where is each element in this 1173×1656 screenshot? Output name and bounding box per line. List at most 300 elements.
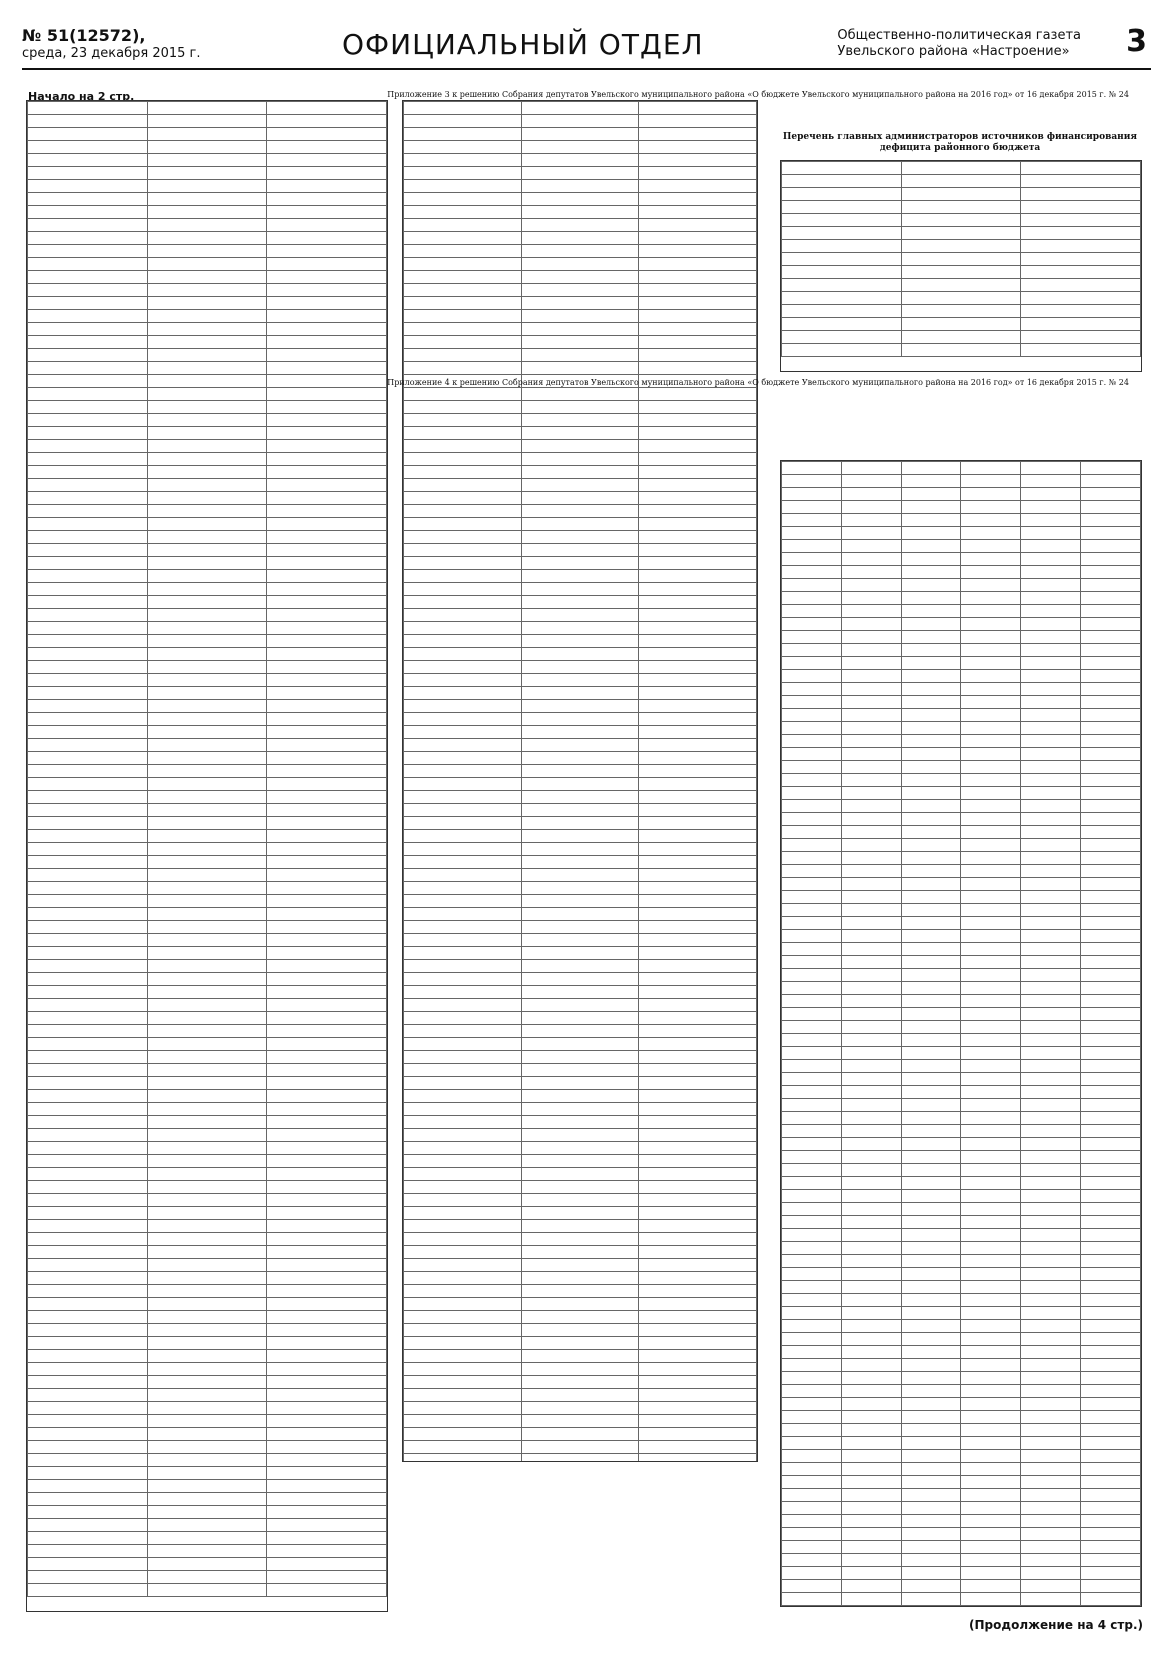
table-row bbox=[28, 440, 387, 453]
table-row bbox=[404, 687, 757, 700]
table-row bbox=[404, 232, 757, 245]
table-row bbox=[782, 1060, 1141, 1073]
table-row bbox=[404, 154, 757, 167]
table-row bbox=[28, 219, 387, 232]
table-row bbox=[782, 1528, 1141, 1541]
table-row bbox=[28, 921, 387, 934]
table-row bbox=[28, 1116, 387, 1129]
appendix-3-title: Перечень главных администраторов источников финансирования дефицита районного бюджета bbox=[782, 132, 1138, 153]
table-row bbox=[404, 947, 757, 960]
table-row bbox=[28, 349, 387, 362]
table-row bbox=[404, 336, 757, 349]
table-row bbox=[782, 826, 1141, 839]
table-row bbox=[404, 1441, 757, 1454]
table-row bbox=[404, 622, 757, 635]
table-row bbox=[28, 297, 387, 310]
table-row bbox=[782, 722, 1141, 735]
table-row bbox=[28, 115, 387, 128]
table-row bbox=[28, 1220, 387, 1233]
table-row bbox=[782, 331, 1141, 344]
table-row bbox=[404, 245, 757, 258]
table-row bbox=[28, 232, 387, 245]
table-row bbox=[404, 778, 757, 791]
table-row bbox=[28, 362, 387, 375]
table-row bbox=[404, 1090, 757, 1103]
table-row bbox=[28, 414, 387, 427]
table-row bbox=[28, 1064, 387, 1077]
table-row bbox=[782, 292, 1141, 305]
table-row bbox=[782, 813, 1141, 826]
table-row bbox=[404, 1129, 757, 1142]
table-row bbox=[28, 1571, 387, 1584]
table-row bbox=[404, 1194, 757, 1207]
table-row bbox=[28, 128, 387, 141]
table-row bbox=[28, 1025, 387, 1038]
table-row bbox=[28, 1480, 387, 1493]
table-row bbox=[28, 258, 387, 271]
table-row bbox=[782, 514, 1141, 527]
table-row bbox=[782, 1554, 1141, 1567]
table-row bbox=[28, 934, 387, 947]
table-row bbox=[28, 609, 387, 622]
table-row bbox=[782, 501, 1141, 514]
table-row bbox=[404, 1272, 757, 1285]
table-row bbox=[28, 1376, 387, 1389]
table-row bbox=[782, 266, 1141, 279]
table-row bbox=[404, 635, 757, 648]
table-row bbox=[782, 1229, 1141, 1242]
table-row bbox=[28, 1038, 387, 1051]
table-row bbox=[404, 531, 757, 544]
table-row bbox=[782, 930, 1141, 943]
table-row bbox=[28, 687, 387, 700]
table-row bbox=[28, 453, 387, 466]
table-row bbox=[28, 492, 387, 505]
table-row bbox=[28, 310, 387, 323]
table-row bbox=[28, 765, 387, 778]
table-row bbox=[404, 310, 757, 323]
table-row bbox=[28, 271, 387, 284]
table-row bbox=[782, 553, 1141, 566]
table-row bbox=[404, 1012, 757, 1025]
table-row bbox=[28, 284, 387, 297]
table-row bbox=[404, 466, 757, 479]
table-row bbox=[28, 401, 387, 414]
table-row bbox=[404, 752, 757, 765]
table-row bbox=[404, 1376, 757, 1389]
table-row bbox=[404, 869, 757, 882]
table-row bbox=[782, 1281, 1141, 1294]
table-row bbox=[782, 201, 1141, 214]
table-row bbox=[28, 1506, 387, 1519]
table-row bbox=[782, 1346, 1141, 1359]
table-row bbox=[782, 162, 1141, 175]
table-row bbox=[404, 1285, 757, 1298]
table-row bbox=[782, 1593, 1141, 1606]
table-row bbox=[782, 1307, 1141, 1320]
table-row bbox=[782, 527, 1141, 540]
table-row bbox=[404, 1168, 757, 1181]
table-row bbox=[404, 323, 757, 336]
table-row bbox=[782, 1359, 1141, 1372]
table-row bbox=[404, 1051, 757, 1064]
table-row bbox=[28, 479, 387, 492]
table-row bbox=[28, 622, 387, 635]
table-row bbox=[28, 193, 387, 206]
table-row bbox=[782, 748, 1141, 761]
table-row bbox=[404, 193, 757, 206]
table-row bbox=[782, 696, 1141, 709]
table-row bbox=[404, 180, 757, 193]
table-row bbox=[404, 713, 757, 726]
page-number: 3 bbox=[1126, 24, 1147, 59]
table-row bbox=[28, 1051, 387, 1064]
table-row bbox=[404, 1246, 757, 1259]
table-row bbox=[404, 1454, 757, 1463]
table-row bbox=[28, 1142, 387, 1155]
table-row bbox=[782, 982, 1141, 995]
table-row bbox=[28, 531, 387, 544]
table-row bbox=[404, 518, 757, 531]
table-row bbox=[28, 791, 387, 804]
table-row bbox=[782, 657, 1141, 670]
table-row bbox=[28, 167, 387, 180]
table-row bbox=[28, 1259, 387, 1272]
table-row bbox=[782, 1372, 1141, 1385]
table-row bbox=[28, 869, 387, 882]
table-row bbox=[404, 921, 757, 934]
table-row bbox=[28, 700, 387, 713]
table-row bbox=[782, 1047, 1141, 1060]
table-row bbox=[28, 752, 387, 765]
appendix-3-heading: Приложение 3 к решению Собрания депутатов Увельского муниципального района «О бюджете Увельского муниципального района на 2016 год» от 16 декабря 2015 г. № 24 bbox=[387, 90, 1129, 99]
table-row bbox=[782, 227, 1141, 240]
table-row bbox=[782, 995, 1141, 1008]
table-row bbox=[782, 240, 1141, 253]
table-row bbox=[404, 1025, 757, 1038]
table-row bbox=[28, 206, 387, 219]
table-row bbox=[28, 713, 387, 726]
table-row bbox=[28, 843, 387, 856]
table-row bbox=[28, 1467, 387, 1480]
table-row bbox=[28, 947, 387, 960]
table-row bbox=[404, 557, 757, 570]
table-row bbox=[28, 661, 387, 674]
table-row bbox=[782, 566, 1141, 579]
table-row bbox=[404, 648, 757, 661]
table-row bbox=[404, 1259, 757, 1272]
table-row bbox=[28, 1441, 387, 1454]
table-row bbox=[782, 1034, 1141, 1047]
table-row bbox=[404, 726, 757, 739]
table-row bbox=[28, 1233, 387, 1246]
table-row bbox=[28, 648, 387, 661]
table-row bbox=[782, 1151, 1141, 1164]
table-row bbox=[28, 1077, 387, 1090]
table-row bbox=[782, 1437, 1141, 1450]
table-row bbox=[782, 475, 1141, 488]
table-row bbox=[782, 709, 1141, 722]
table-row bbox=[28, 596, 387, 609]
table-row bbox=[782, 1242, 1141, 1255]
table-row bbox=[28, 1207, 387, 1220]
table-row bbox=[28, 1337, 387, 1350]
table-row bbox=[782, 592, 1141, 605]
table-row bbox=[404, 505, 757, 518]
table-row bbox=[404, 1363, 757, 1376]
table-row bbox=[404, 349, 757, 362]
table-row bbox=[782, 1190, 1141, 1203]
table-row bbox=[782, 605, 1141, 618]
table-row bbox=[28, 1090, 387, 1103]
table-row bbox=[404, 817, 757, 830]
table-row bbox=[782, 644, 1141, 657]
table-row bbox=[404, 128, 757, 141]
table-row bbox=[404, 440, 757, 453]
table-row bbox=[404, 973, 757, 986]
table-row bbox=[782, 1021, 1141, 1034]
table-row bbox=[782, 1008, 1141, 1021]
table-row bbox=[404, 583, 757, 596]
table-row bbox=[28, 1324, 387, 1337]
table-row bbox=[782, 839, 1141, 852]
table-row bbox=[28, 1155, 387, 1168]
table-row bbox=[28, 817, 387, 830]
table-row bbox=[28, 1012, 387, 1025]
table-row bbox=[782, 969, 1141, 982]
table-row bbox=[782, 1099, 1141, 1112]
table-row bbox=[782, 1515, 1141, 1528]
table-row bbox=[28, 999, 387, 1012]
continued-on-label: (Продолжение на 4 стр.) bbox=[969, 1618, 1143, 1632]
table-row bbox=[28, 1194, 387, 1207]
table-row bbox=[28, 102, 387, 115]
table-row bbox=[28, 1584, 387, 1597]
table-row bbox=[28, 1519, 387, 1532]
table-row bbox=[28, 154, 387, 167]
table-row bbox=[782, 1450, 1141, 1463]
table-row bbox=[404, 1415, 757, 1428]
table-row bbox=[28, 323, 387, 336]
table-row bbox=[404, 765, 757, 778]
table-row bbox=[404, 661, 757, 674]
table-row bbox=[28, 570, 387, 583]
table-row bbox=[782, 800, 1141, 813]
table-row bbox=[782, 943, 1141, 956]
table-row bbox=[404, 934, 757, 947]
table-row bbox=[28, 505, 387, 518]
table-row bbox=[782, 878, 1141, 891]
table-row bbox=[404, 1350, 757, 1363]
table-row bbox=[404, 570, 757, 583]
table-row bbox=[782, 631, 1141, 644]
table-row bbox=[404, 1077, 757, 1090]
budget-allocations-table bbox=[780, 460, 1142, 1607]
table-row bbox=[782, 1073, 1141, 1086]
table-row bbox=[28, 1272, 387, 1285]
table-row bbox=[404, 1038, 757, 1051]
table-row bbox=[28, 427, 387, 440]
table-row bbox=[404, 674, 757, 687]
table-row bbox=[782, 683, 1141, 696]
table-row bbox=[28, 1493, 387, 1506]
table-row bbox=[404, 609, 757, 622]
table-row bbox=[404, 843, 757, 856]
table-row bbox=[28, 583, 387, 596]
table-row bbox=[782, 1489, 1141, 1502]
table-row bbox=[782, 1424, 1141, 1437]
table-row bbox=[782, 670, 1141, 683]
table-row bbox=[404, 830, 757, 843]
table-row bbox=[404, 479, 757, 492]
table-row bbox=[782, 1567, 1141, 1580]
table-row bbox=[404, 1402, 757, 1415]
table-row bbox=[404, 700, 757, 713]
table-row bbox=[782, 579, 1141, 592]
table-row bbox=[404, 986, 757, 999]
table-row bbox=[404, 362, 757, 375]
table-row bbox=[28, 141, 387, 154]
table-row bbox=[782, 214, 1141, 227]
table-row bbox=[28, 804, 387, 817]
table-row bbox=[28, 1168, 387, 1181]
table-row bbox=[28, 1363, 387, 1376]
table-row bbox=[404, 1337, 757, 1350]
table-row bbox=[782, 188, 1141, 201]
table-row bbox=[404, 1324, 757, 1337]
table-row bbox=[28, 1350, 387, 1363]
table-row bbox=[28, 518, 387, 531]
table-row bbox=[28, 245, 387, 258]
table-row bbox=[404, 1064, 757, 1077]
table-row bbox=[404, 167, 757, 180]
table-row bbox=[782, 1476, 1141, 1489]
table-row bbox=[404, 1142, 757, 1155]
table-row bbox=[404, 895, 757, 908]
table-row bbox=[28, 908, 387, 921]
table-row bbox=[28, 856, 387, 869]
table-row bbox=[782, 318, 1141, 331]
table-row bbox=[782, 1216, 1141, 1229]
paper-name: Общественно-политическая газета Увельского района «Настроение» bbox=[837, 28, 1081, 59]
table-row bbox=[782, 904, 1141, 917]
table-row bbox=[782, 540, 1141, 553]
table-row bbox=[404, 1428, 757, 1441]
table-row bbox=[404, 297, 757, 310]
table-row bbox=[782, 865, 1141, 878]
table-row bbox=[782, 1255, 1141, 1268]
table-row bbox=[782, 1294, 1141, 1307]
table-row bbox=[404, 882, 757, 895]
table-row bbox=[782, 1385, 1141, 1398]
table-row bbox=[782, 1177, 1141, 1190]
table-row bbox=[28, 1298, 387, 1311]
table-row bbox=[404, 1389, 757, 1402]
issue-date: среда, 23 декабря 2015 г. bbox=[22, 46, 201, 61]
table-row bbox=[782, 1320, 1141, 1333]
table-row bbox=[404, 908, 757, 921]
table-row bbox=[782, 917, 1141, 930]
income-codes-table-left bbox=[26, 100, 388, 1612]
table-row bbox=[404, 1181, 757, 1194]
table-row bbox=[782, 1541, 1141, 1554]
table-row bbox=[28, 1402, 387, 1415]
table-row bbox=[782, 618, 1141, 631]
table-row bbox=[28, 960, 387, 973]
table-row bbox=[28, 1285, 387, 1298]
table-row bbox=[404, 206, 757, 219]
table-row bbox=[782, 488, 1141, 501]
table-row bbox=[782, 1333, 1141, 1346]
table-row bbox=[28, 544, 387, 557]
table-row bbox=[28, 739, 387, 752]
table-row bbox=[28, 1103, 387, 1116]
table-row bbox=[782, 462, 1141, 475]
table-row bbox=[782, 1411, 1141, 1424]
table-row bbox=[404, 401, 757, 414]
table-row bbox=[404, 388, 757, 401]
table-row bbox=[28, 882, 387, 895]
table-row bbox=[28, 1454, 387, 1467]
table-row bbox=[782, 774, 1141, 787]
table-row bbox=[782, 1398, 1141, 1411]
table-row bbox=[782, 253, 1141, 266]
table-row bbox=[404, 492, 757, 505]
table-row bbox=[782, 735, 1141, 748]
income-codes-table-middle bbox=[402, 100, 758, 1462]
table-row bbox=[404, 258, 757, 271]
table-row bbox=[28, 1545, 387, 1558]
table-row bbox=[404, 804, 757, 817]
table-row bbox=[404, 141, 757, 154]
table-row bbox=[28, 557, 387, 570]
table-row bbox=[404, 1155, 757, 1168]
table-row bbox=[404, 791, 757, 804]
table-row bbox=[28, 1532, 387, 1545]
table-row bbox=[404, 453, 757, 466]
table-row bbox=[782, 761, 1141, 774]
table-row bbox=[782, 1203, 1141, 1216]
table-row bbox=[28, 1428, 387, 1441]
table-row bbox=[404, 115, 757, 128]
table-row bbox=[404, 999, 757, 1012]
table-row bbox=[782, 1086, 1141, 1099]
table-row bbox=[404, 1233, 757, 1246]
table-row bbox=[28, 1129, 387, 1142]
table-row bbox=[404, 596, 757, 609]
table-row bbox=[782, 305, 1141, 318]
table-row bbox=[782, 1164, 1141, 1177]
table-row bbox=[782, 344, 1141, 357]
table-row bbox=[28, 388, 387, 401]
table-row bbox=[404, 414, 757, 427]
table-row bbox=[28, 1311, 387, 1324]
table-row bbox=[404, 271, 757, 284]
table-row bbox=[404, 427, 757, 440]
table-row bbox=[782, 852, 1141, 865]
table-row bbox=[28, 375, 387, 388]
continued-from-label: Начало на 2 стр. bbox=[28, 90, 135, 103]
table-row bbox=[782, 1112, 1141, 1125]
table-row bbox=[404, 284, 757, 297]
deficit-sources-table bbox=[780, 160, 1142, 372]
section-title: ОФИЦИАЛЬНЫЙ ОТДЕЛ bbox=[342, 28, 704, 61]
table-row bbox=[782, 891, 1141, 904]
table-row bbox=[28, 180, 387, 193]
table-row bbox=[782, 279, 1141, 292]
page-header bbox=[22, 22, 1151, 70]
table-row bbox=[28, 336, 387, 349]
